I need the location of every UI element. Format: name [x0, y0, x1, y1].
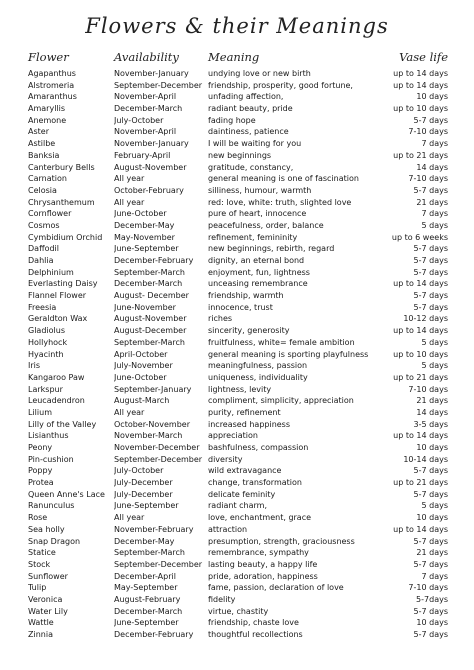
meaning-cell: peacefulness, order, balance — [208, 220, 324, 230]
table-row — [0, 407, 474, 419]
availability-cell: September-March — [114, 337, 185, 347]
flower-name: Flannel Flower — [28, 291, 87, 301]
availability-cell: November-February — [114, 524, 194, 534]
table-row — [0, 302, 474, 314]
table-row — [0, 536, 474, 548]
vase-life-cell: 10-14 days — [403, 454, 448, 464]
availability-cell: November-December — [114, 443, 200, 452]
meaning-cell: new beginnings, rebirth, regard — [208, 244, 335, 254]
meaning-cell: uniqueness, individuality — [208, 372, 308, 382]
availability-cell: October-November — [114, 419, 191, 429]
table-row — [0, 395, 474, 407]
availability-cell: All year — [114, 174, 145, 184]
flower-name: Larkspur — [28, 384, 63, 394]
table-row — [0, 150, 474, 162]
availability-cell: June-September — [114, 244, 179, 254]
meaning-cell: refinement, femininity — [208, 232, 298, 242]
flower-name: Agapanthus — [28, 69, 76, 78]
meaning-cell: fading hope — [208, 115, 256, 125]
flower-name: Ranunculus — [28, 501, 75, 511]
availability-cell: December-February — [114, 630, 194, 639]
flower-name: Anemone — [28, 115, 67, 125]
table-row — [0, 173, 474, 185]
table-row — [0, 571, 474, 583]
meaning-cell: fidelity — [208, 594, 236, 604]
flower-name: Zinnia — [28, 630, 53, 639]
meaning-cell: I will be waiting for you — [208, 139, 302, 149]
flower-name: Iris — [28, 361, 41, 371]
flower-name: Protea — [28, 478, 54, 488]
availability-cell: July-December — [114, 478, 173, 488]
table-row — [0, 477, 474, 489]
availability-cell: August- December — [114, 291, 189, 301]
meaning-cell: enjoyment, fun, lightness — [208, 267, 310, 277]
vase-life-cell: 7-10 days — [408, 583, 448, 593]
table-row — [0, 255, 474, 267]
availability-cell: August-December — [114, 326, 187, 336]
vase-life-cell: 14 days — [416, 162, 448, 172]
vase-life-cell: 5-7 days — [413, 185, 448, 195]
table-row — [0, 372, 474, 384]
flower-name: Veronica — [28, 594, 63, 604]
table-row — [0, 360, 474, 372]
vase-life-cell: 5-7 days — [413, 115, 448, 125]
meaning-cell: friendship, chaste love — [208, 618, 299, 628]
meaning-cell: fruitfulness, white= female ambition — [208, 337, 355, 347]
meaning-cell: dignity, an eternal bond — [208, 256, 305, 265]
meaning-cell: friendship, prosperity, good fortune, — [208, 80, 353, 90]
vase-life-cell: 3-5 days — [413, 419, 448, 429]
table-row — [0, 582, 474, 594]
availability-cell: November-January — [114, 139, 189, 149]
meaning-cell: fame, passion, declaration of love — [208, 583, 344, 593]
availability-cell: May-September — [114, 583, 178, 593]
meaning-cell: lasting beauty, a happy life — [208, 559, 318, 569]
flower-name: Sunflower — [28, 571, 68, 581]
table-row — [0, 419, 474, 431]
availability-cell: February-April — [114, 150, 171, 160]
flower-name: Delphinium — [28, 267, 74, 277]
meaning-cell: meaningfulness, passion — [208, 361, 308, 371]
vase-life-cell: 5-7 days — [413, 466, 448, 476]
meaning-cell: bashfulness, compassion — [208, 443, 309, 452]
meaning-cell: remembrance, sympathy — [208, 548, 309, 558]
flower-name: Aster — [28, 127, 49, 137]
vase-life-cell: 5-7 days — [413, 256, 448, 265]
meaning-cell: diversity — [208, 454, 243, 464]
meaning-cell: undying love or new birth — [208, 69, 311, 78]
vase-life-cell: 5-7 days — [413, 489, 448, 499]
table-row — [0, 384, 474, 396]
vase-life-cell: 10-12 days — [403, 314, 448, 324]
vase-life-cell: 5-7 days — [413, 244, 448, 254]
table-row — [0, 500, 474, 512]
table-row — [0, 267, 474, 279]
table-row — [0, 512, 474, 524]
table-row — [0, 232, 474, 244]
table-header — [0, 50, 474, 66]
flower-name: Wattle — [28, 618, 54, 628]
meaning-cell: presumption, strength, graciousness — [208, 536, 355, 546]
meaning-cell: pride, adoration, happiness — [208, 571, 318, 581]
availability-cell: All year — [114, 407, 145, 417]
availability-cell: June-September — [114, 618, 179, 628]
availability-cell: December-March — [114, 606, 183, 616]
table-row — [0, 489, 474, 501]
table-row — [0, 68, 474, 80]
meaning-cell: riches — [208, 314, 233, 324]
vase-life-cell: 7-10 days — [408, 384, 448, 394]
availability-cell: July-October — [114, 466, 164, 476]
table-row — [0, 313, 474, 325]
table-row — [0, 349, 474, 361]
table-row — [0, 524, 474, 536]
flower-name: Lisianthus — [28, 431, 69, 441]
availability-cell: August-November — [114, 314, 187, 324]
availability-cell: September-December — [114, 454, 203, 464]
flower-name: Lilium — [28, 407, 52, 417]
vase-life-cell: up to 14 days — [393, 279, 448, 289]
table-row — [0, 243, 474, 255]
table-row — [0, 325, 474, 337]
vase-life-cell: 5-7 days — [413, 630, 448, 639]
availability-cell: June-October — [114, 209, 167, 219]
meaning-cell: attraction — [208, 524, 248, 534]
availability-cell: June-October — [114, 372, 167, 382]
table-row — [0, 115, 474, 127]
meaning-cell: delicate feminity — [208, 489, 276, 499]
availability-cell: September-December — [114, 559, 203, 569]
flower-table — [0, 68, 474, 641]
meaning-cell: appreciation — [208, 431, 258, 441]
flower-name: Peony — [28, 443, 53, 452]
meaning-cell: unfading affection, — [208, 92, 284, 102]
vase-life-cell: 21 days — [416, 396, 448, 406]
vase-life-cell: 5-7 days — [413, 302, 448, 312]
vase-life-cell: 5-7 days — [413, 536, 448, 546]
availability-cell: June-September — [114, 501, 179, 511]
meaning-cell: sincerity, generosity — [208, 326, 290, 336]
meaning-cell: compliment, simplicity, appreciation — [208, 396, 354, 406]
table-row — [0, 465, 474, 477]
meaning-cell: red: love, white: truth, slighted love — [208, 197, 352, 207]
meaning-cell: new beginnings — [208, 150, 272, 160]
vase-life-cell: 5 days — [421, 501, 448, 511]
vase-life-cell: up to 21 days — [393, 478, 448, 488]
vase-life-cell: 10 days — [416, 92, 448, 102]
vase-life-cell: 7-10 days — [408, 127, 448, 137]
availability-cell: September-March — [114, 548, 185, 558]
flower-name: Snap Dragon — [28, 536, 81, 546]
meaning-cell: lightness, levity — [208, 384, 272, 394]
flower-name: Cymbidium Orchid — [28, 232, 103, 242]
availability-cell: All year — [114, 513, 145, 523]
availability-cell: June-November — [114, 302, 176, 312]
availability-cell: November-March — [114, 431, 183, 441]
table-row — [0, 138, 474, 150]
vase-life-cell: 5 days — [421, 337, 448, 347]
availability-cell: September-December — [114, 80, 203, 90]
vase-life-cell: 5-7 days — [413, 559, 448, 569]
vase-life-cell: up to 21 days — [393, 150, 448, 160]
meaning-cell: friendship, warmth — [208, 291, 284, 301]
flower-name: Poppy — [28, 466, 53, 476]
flower-name: Carnation — [28, 174, 67, 184]
flower-name: Rose — [28, 513, 48, 523]
table-row — [0, 430, 474, 442]
flower-name: Queen Anne's Lace — [28, 489, 105, 499]
table-row — [0, 278, 474, 290]
table-row — [0, 559, 474, 571]
table-row — [0, 91, 474, 103]
vase-life-cell: 10 days — [416, 513, 448, 523]
table-row — [0, 290, 474, 302]
table-row — [0, 606, 474, 618]
vase-life-cell: up to 14 days — [393, 80, 448, 90]
flower-name: Tulip — [28, 583, 47, 593]
flower-name: Freesia — [28, 302, 57, 312]
vase-life-cell: 5-7 days — [413, 291, 448, 301]
flower-name: Hollyhock — [28, 337, 68, 347]
vase-life-cell: up to 6 weeks — [391, 232, 448, 242]
header-flower: Flower — [28, 50, 69, 64]
meaning-cell: thoughtful recollections — [208, 630, 303, 639]
table-row — [0, 629, 474, 641]
header-meaning: Meaning — [208, 50, 260, 64]
flower-name: Kangaroo Paw — [28, 372, 85, 382]
vase-life-cell: 7 days — [421, 139, 448, 149]
availability-cell: May-November — [114, 232, 175, 242]
vase-life-cell: 10 days — [416, 443, 448, 452]
availability-cell: December-March — [114, 279, 183, 289]
flower-name: Astilbe — [28, 139, 56, 149]
availability-cell: December-May — [114, 536, 175, 546]
table-row — [0, 197, 474, 209]
vase-life-cell: up to 10 days — [393, 349, 448, 359]
availability-cell: December-May — [114, 220, 175, 230]
vase-life-cell: 21 days — [416, 548, 448, 558]
availability-cell: November-April — [114, 127, 177, 137]
vase-life-cell: 14 days — [416, 407, 448, 417]
page-title: Flowers & their Meanings — [85, 14, 389, 38]
meaning-cell: silliness, humour, warmth — [208, 185, 312, 195]
table-row — [0, 442, 474, 454]
availability-cell: July-December — [114, 489, 173, 499]
table-row — [0, 547, 474, 559]
flower-name: Geraldton Wax — [28, 314, 88, 324]
vase-life-cell: 5-7days — [416, 594, 448, 604]
vase-life-cell: 5 days — [421, 220, 448, 230]
availability-cell: December-April — [114, 571, 176, 581]
availability-cell: October-February — [114, 185, 184, 195]
vase-life-cell: up to 14 days — [393, 69, 448, 78]
flower-name: Leucadendron — [28, 396, 85, 406]
availability-cell: December-February — [114, 256, 194, 265]
meaning-cell: daintiness, patience — [208, 127, 289, 137]
availability-cell: July-November — [114, 361, 173, 371]
vase-life-cell: 5 days — [421, 361, 448, 371]
vase-life-cell: 10 days — [416, 618, 448, 628]
meaning-cell: love, enchantment, grace — [208, 513, 312, 523]
meaning-cell: increased happiness — [208, 419, 291, 429]
flower-name: Celosia — [28, 185, 57, 195]
meaning-cell: innocence, trust — [208, 302, 273, 312]
vase-life-cell: 7 days — [421, 571, 448, 581]
table-row — [0, 594, 474, 606]
flower-name: Alstromeria — [28, 80, 75, 90]
header-vase-life: Vase life — [399, 50, 448, 64]
vase-life-cell: up to 14 days — [393, 524, 448, 534]
flower-name: Cosmos — [28, 220, 60, 230]
vase-life-cell: 7-10 days — [408, 174, 448, 184]
vase-life-cell: up to 21 days — [393, 372, 448, 382]
availability-cell: November-April — [114, 92, 177, 102]
flower-name: Gladiolus — [28, 326, 65, 336]
meaning-cell: change, transformation — [208, 478, 302, 488]
availability-cell: August-November — [114, 162, 187, 172]
table-row — [0, 454, 474, 466]
availability-cell: August-February — [114, 594, 181, 604]
flower-name: Pin-cushion — [28, 454, 74, 464]
flower-name: Dahlia — [28, 256, 54, 265]
flower-name: Lilly of the Valley — [28, 419, 97, 429]
table-row — [0, 617, 474, 629]
flower-name: Daffodil — [28, 244, 59, 254]
availability-cell: September-January — [114, 384, 192, 394]
table-row — [0, 126, 474, 138]
flower-name: Chrysanthemum — [28, 197, 95, 207]
availability-cell: November-January — [114, 69, 189, 78]
table-row — [0, 185, 474, 197]
flower-name: Amaryllis — [28, 104, 66, 114]
meaning-cell: virtue, chastity — [208, 606, 269, 616]
flower-name: Sea holly — [28, 524, 65, 534]
availability-cell: April-October — [114, 349, 168, 359]
vase-life-cell: 5-7 days — [413, 267, 448, 277]
table-row — [0, 337, 474, 349]
availability-cell: September-March — [114, 267, 185, 277]
table-row — [0, 162, 474, 174]
flower-name: Canterbury Bells — [28, 162, 95, 172]
vase-life-cell: up to 10 days — [393, 104, 448, 114]
vase-life-cell: 21 days — [416, 197, 448, 207]
flower-name: Amaranthus — [28, 92, 77, 102]
table-row — [0, 80, 474, 92]
meaning-cell: gratitude, constancy, — [208, 162, 294, 172]
meaning-cell: general meaning is one of fascination — [208, 174, 359, 184]
meaning-cell: unceasing remembrance — [208, 279, 308, 289]
flower-name: Everlasting Daisy — [28, 279, 98, 289]
vase-life-cell: up to 14 days — [393, 326, 448, 336]
vase-life-cell: 7 days — [421, 209, 448, 219]
meaning-cell: radiant charm, — [208, 501, 267, 511]
meaning-cell: purity, refinement — [208, 407, 281, 417]
meaning-cell: general meaning is sporting playfulness — [208, 349, 369, 359]
flower-name: Water Lily — [28, 606, 68, 616]
availability-cell: July-October — [114, 115, 164, 125]
flower-name: Stock — [28, 559, 51, 569]
flower-name: Statice — [28, 548, 56, 558]
availability-cell: August-March — [114, 396, 170, 406]
flower-name: Cornflower — [28, 209, 72, 219]
table-row — [0, 103, 474, 115]
flower-name: Banksia — [28, 150, 60, 160]
availability-cell: December-March — [114, 104, 183, 114]
table-row — [0, 208, 474, 220]
meaning-cell: pure of heart, innocence — [208, 209, 307, 219]
availability-cell: All year — [114, 197, 145, 207]
flower-name: Hyacinth — [28, 349, 64, 359]
vase-life-cell: 5-7 days — [413, 606, 448, 616]
header-availability: Availability — [114, 50, 179, 64]
vase-life-cell: up to 14 days — [393, 431, 448, 441]
meaning-cell: wild extravagance — [208, 466, 282, 476]
table-row — [0, 220, 474, 232]
meaning-cell: radiant beauty, pride — [208, 104, 293, 114]
